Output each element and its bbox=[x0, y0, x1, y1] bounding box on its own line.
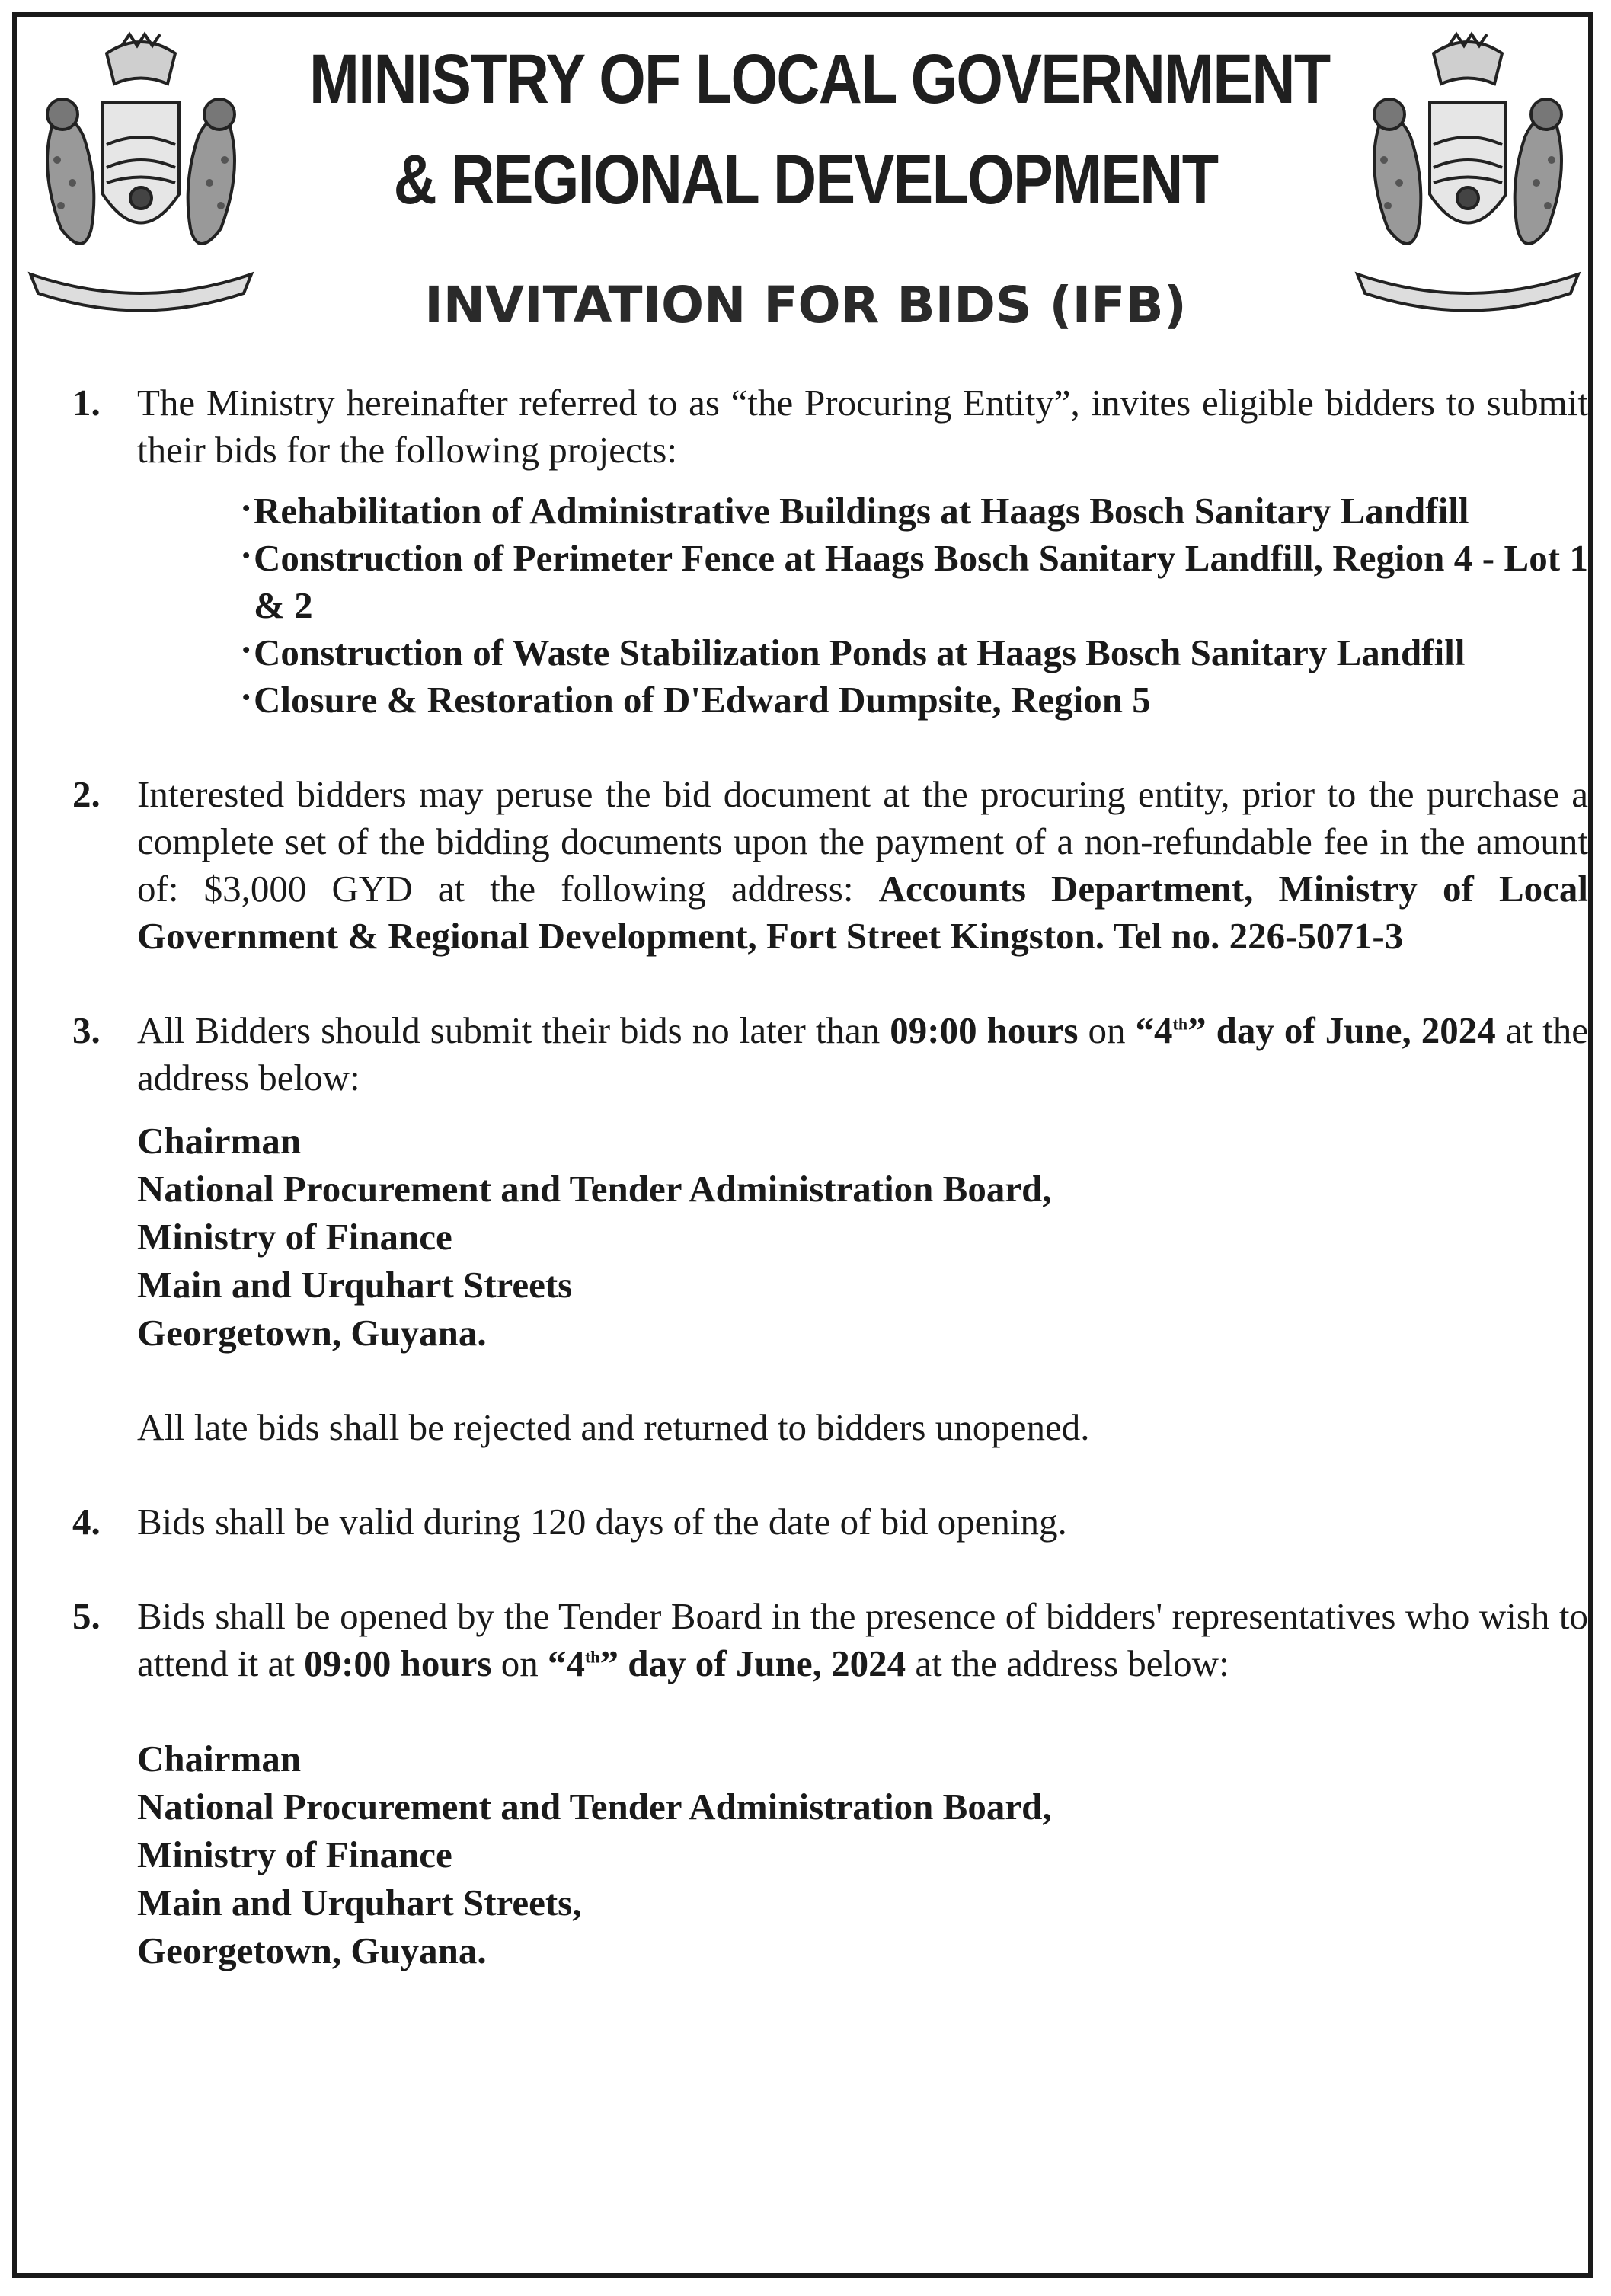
clause-2-text: Interested bidders may peruse the bid document at the procuring entity, prior to the purchase a complete set of the bidding documents upon the payment of a non-refundable fee in the amount of: $3,000 GYD at the following address: bbox=[137, 773, 1588, 910]
submission-address bbox=[72, 1117, 1588, 1357]
notice-subtitle: INVITATION FOR BIDS (IFB) bbox=[424, 276, 1187, 334]
opening-date: “4th” day of June, 2024 bbox=[547, 1642, 906, 1684]
clause-5-text-c: at the address below: bbox=[915, 1642, 1229, 1684]
address-line: Main and Urquhart Streets bbox=[137, 1264, 573, 1306]
clause-3-text-c: at the address below: bbox=[137, 1009, 1589, 1098]
clause-number: 3. bbox=[72, 1009, 101, 1051]
opening-address bbox=[72, 1735, 1588, 1975]
address-line: Georgetown, Guyana. bbox=[137, 1930, 487, 1971]
clause-number: 5. bbox=[72, 1595, 101, 1637]
project-list bbox=[72, 488, 1588, 724]
clause-3-text-a: All Bidders should submit their bids no later than bbox=[137, 1009, 881, 1051]
address-line: National Procurement and Tender Administration Board, bbox=[137, 1168, 1052, 1210]
opening-time: 09:00 hours bbox=[304, 1642, 492, 1684]
address-line: Ministry of Finance bbox=[137, 1216, 452, 1258]
clause-number: 1. bbox=[72, 382, 101, 424]
clause-2 bbox=[72, 771, 1588, 960]
late-bids-note: All late bids shall be rejected and returned to bidders unopened. bbox=[137, 1406, 1090, 1448]
ministry-title-line2: & REGIONAL DEVELOPMENT bbox=[393, 141, 1218, 219]
clause-1 bbox=[72, 379, 1588, 474]
clause-5-text-a: Bids shall be opened by the Tender Board in the presence of bidders' representatives who wish to attend it at bbox=[137, 1595, 1588, 1684]
project-item: · Rehabilitation of Administrative Buildings at Haags Bosch Sanitary Landfill bbox=[240, 488, 1588, 535]
project-item: · Construction of Waste Stabilization Ponds at Haags Bosch Sanitary Landfill bbox=[240, 629, 1588, 676]
address-line: National Procurement and Tender Administration Board, bbox=[137, 1786, 1052, 1828]
submission-date: “4th” day of June, 2024 bbox=[1135, 1009, 1496, 1051]
address-line: Ministry of Finance bbox=[137, 1834, 452, 1875]
address-line: Main and Urquhart Streets, bbox=[137, 1882, 582, 1923]
clause-number: 2. bbox=[72, 773, 101, 815]
address-line: Georgetown, Guyana. bbox=[137, 1312, 487, 1354]
clause-5 bbox=[72, 1593, 1588, 1687]
clause-4 bbox=[72, 1498, 1588, 1546]
clause-3-text-b: on bbox=[1088, 1009, 1126, 1051]
project-item: · Closure & Restoration of D'Edward Dumpsite, Region 5 bbox=[240, 676, 1588, 724]
address-line: Chairman bbox=[137, 1738, 302, 1780]
clause-5-text-b: on bbox=[500, 1642, 539, 1684]
address-line: Chairman bbox=[137, 1120, 302, 1162]
project-item: · Construction of Perimeter Fence at Haags Bosch Sanitary Landfill, Region 4 - Lot 1 & 2 bbox=[240, 535, 1588, 629]
clause-1-text: The Ministry hereinafter referred to as “the Procuring Entity”, invites eligible bidders to submit their bids for the following projects: bbox=[137, 382, 1588, 471]
notice-body bbox=[72, 379, 1588, 1975]
clause-4-text: Bids shall be valid during 120 days of the date of bid opening. bbox=[137, 1501, 1067, 1543]
ministry-title-line1: MINISTRY OF LOCAL GOVERNMENT bbox=[309, 40, 1330, 118]
clause-3 bbox=[72, 1007, 1588, 1102]
submission-time: 09:00 hours bbox=[890, 1009, 1079, 1051]
accounts-address: Accounts Department, Ministry of Local Government & Regional Development, Fort Street Kingston. Tel no. 226-5071-3 bbox=[137, 868, 1588, 957]
clause-number: 4. bbox=[72, 1501, 101, 1543]
